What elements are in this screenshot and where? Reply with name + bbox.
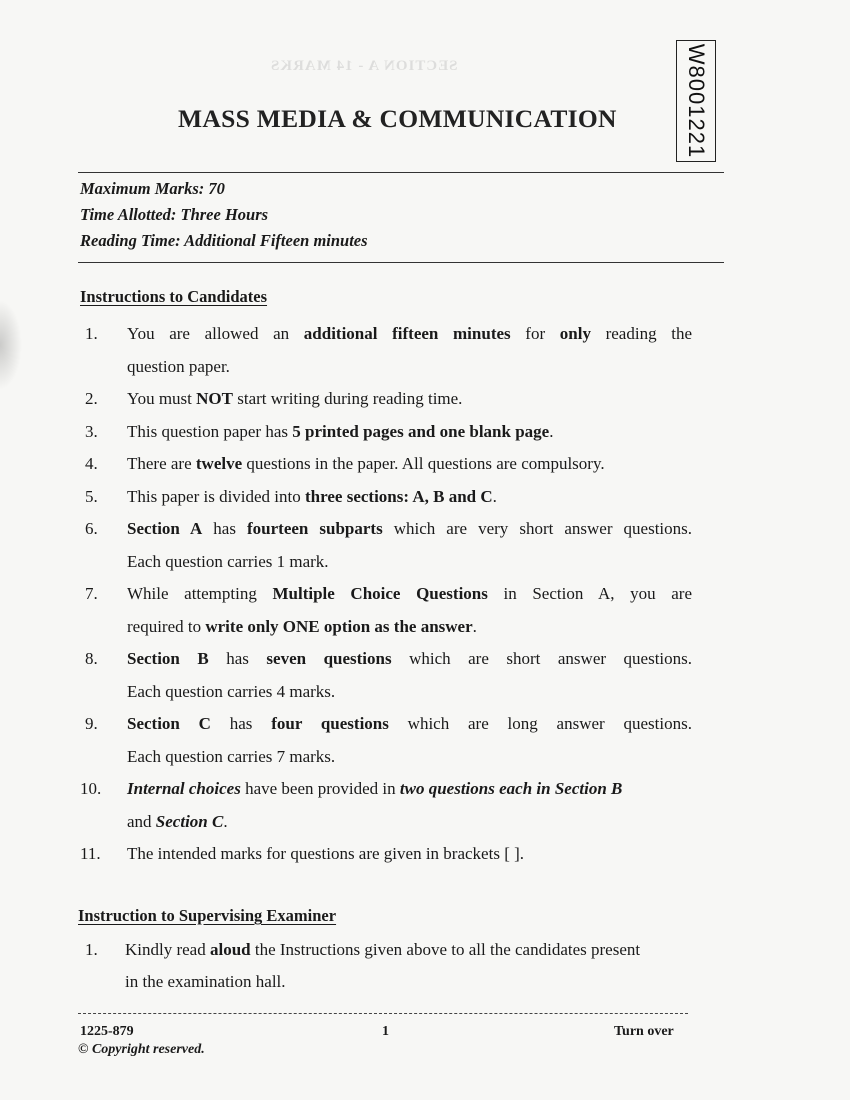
list-item: 6. Section A has fourteen subparts which are very short answer questions. Each question carries 1 mark. — [85, 519, 693, 571]
time-allotted: Time Allotted: Three Hours — [80, 205, 269, 224]
list-item: 1. You are allowed an additional fifteen minutes for only reading the question paper. — [85, 324, 692, 376]
max-marks: Maximum Marks: 70 — [80, 179, 225, 198]
top-divider — [78, 172, 724, 173]
list-item: 11. The intended marks for questions are given in brackets [ ]. — [80, 844, 525, 863]
list-item: 8. Section B has seven questions which are short answer questions. Each question carries 4 marks. — [85, 649, 693, 701]
scan-shadow — [0, 300, 22, 390]
instructions-list — [80, 318, 692, 871]
reading-time: Reading Time: Additional Fifteen minutes — [80, 231, 368, 250]
supervisor-instructions-list — [80, 934, 692, 998]
instructions-heading: Instructions to Candidates — [80, 287, 268, 306]
meta-divider — [78, 262, 724, 263]
page-number: 1 — [382, 1024, 389, 1039]
list-item: 10. Internal choices have been provided in two questions each in Section B and Section C. — [80, 779, 623, 831]
list-item: 1. Kindly read aloud the Instructions given above to all the candidates present in the examination hall. — [85, 940, 641, 991]
list-item: 2. You must NOT start writing during reading time. — [85, 389, 463, 408]
list-item: 3. This question paper has 5 printed pages and one blank page. — [85, 421, 554, 441]
paper-code-footer: 1225-879 — [80, 1024, 134, 1039]
footer-divider — [78, 1013, 688, 1014]
bleed-through-text: SECTION A - 14 MARKS — [270, 58, 458, 74]
list-item: 5. This paper is divided into three sections: A, B and C. — [85, 486, 497, 506]
page-title: MASS MEDIA & COMMUNICATION — [178, 104, 617, 133]
list-item: 9. Section C has four questions which are long answer questions. Each question carries 7 marks. — [85, 714, 692, 766]
supervisor-heading: Instruction to Supervising Examiner — [78, 906, 337, 925]
list-item: 7. While attempting Multiple Choice Questions in Section A, you are required to write only ONE option as the answer. — [85, 584, 693, 636]
turn-over-label: Turn over — [614, 1024, 674, 1039]
list-item: 4. There are twelve questions in the paper. All questions are compulsory. — [85, 454, 605, 473]
copyright-notice: © Copyright reserved. — [78, 1042, 205, 1057]
paper-code: W8001221 — [684, 43, 709, 159]
